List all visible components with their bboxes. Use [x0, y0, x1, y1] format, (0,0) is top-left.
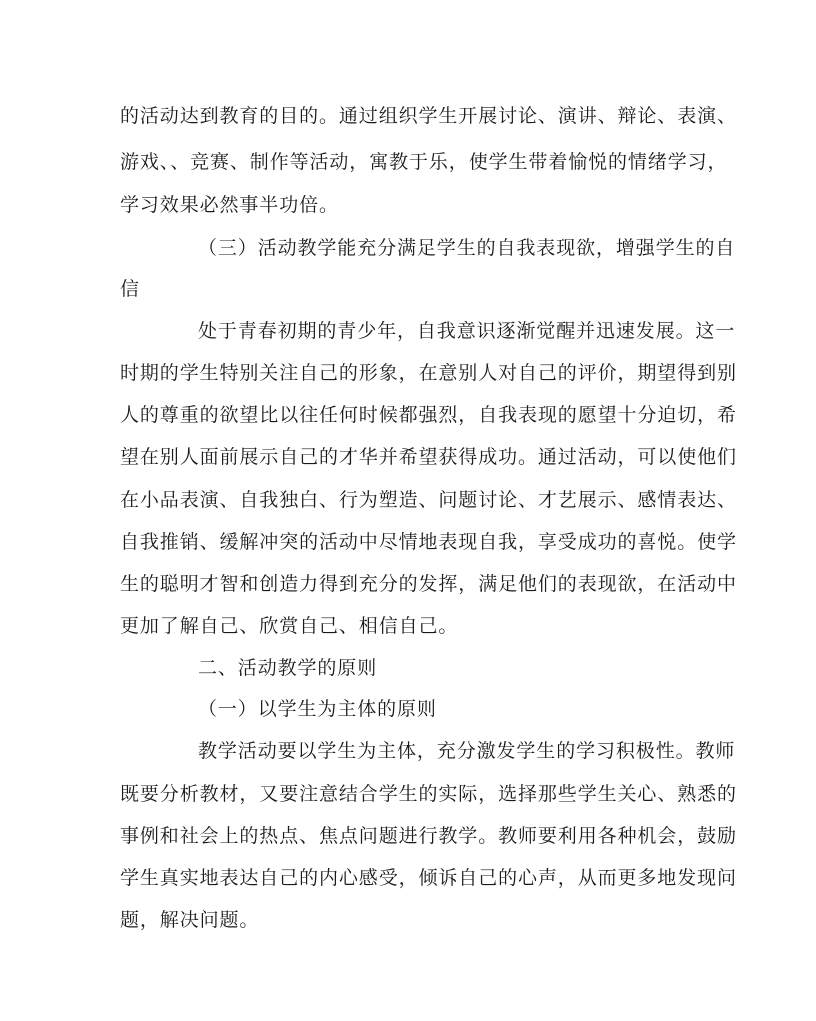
text-line: 学生真实地表达自己的内心感受，倾诉自己的心声，从而更多地发现问 [120, 867, 737, 889]
text-line: 既要分析教材，又要注意结合学生的实际，选择那些学生关心、熟悉的 [120, 783, 737, 805]
text-line: 游戏、、竞赛、制作等活动，寓教于乐，使学生带着愉悦的情绪学习， [120, 151, 728, 173]
text-line: 信 [120, 278, 140, 300]
text-line: 望在别人面前展示自己的才华并希望获得成功。通过活动，可以使他们 [120, 446, 737, 468]
text-line: 在小品表演、自我独白、行为塑造、问题讨论、才艺展示、感情表达、 [120, 489, 737, 511]
section-heading: 二、活动教学的原则 [198, 657, 378, 679]
text-line: 题，解决问题。 [120, 909, 260, 931]
text-line: 自我推销、缓解冲突的活动中尽情地表现自我，享受成功的喜悦。使学 [120, 531, 737, 553]
text-line: 事例和社会上的热点、焦点问题进行教学。教师要利用各种机会，鼓励 [120, 825, 737, 847]
subsection-heading: （一）以学生为主体的原则 [198, 698, 437, 720]
text-line: 学习效果必然事半功倍。 [120, 194, 339, 216]
text-line: 人的尊重的欲望比以往任何时候都强烈，自我表现的愿望十分迫切，希 [120, 404, 737, 426]
text-line: 更加了解自己、欣赏自己、相信自己。 [120, 615, 459, 637]
text-line: 生的聪明才智和创造力得到充分的发挥，满足他们的表现欲，在活动中 [120, 573, 737, 595]
paragraph-start: 教学活动要以学生为主体，充分激发学生的学习积极性。教师 [198, 740, 736, 762]
section-heading: （三）活动教学能充分满足学生的自我表现欲，增强学生的自 [198, 237, 736, 259]
text-line: 的活动达到教育的目的。通过组织学生开展讨论、演讲、辩论、表演、 [120, 105, 737, 127]
paragraph-start: 处于青春初期的青少年，自我意识逐渐觉醒并迅速发展。这一 [198, 320, 736, 342]
text-line: 时期的学生特别关注自己的形象，在意别人对自己的评价，期望得到别 [120, 362, 737, 384]
